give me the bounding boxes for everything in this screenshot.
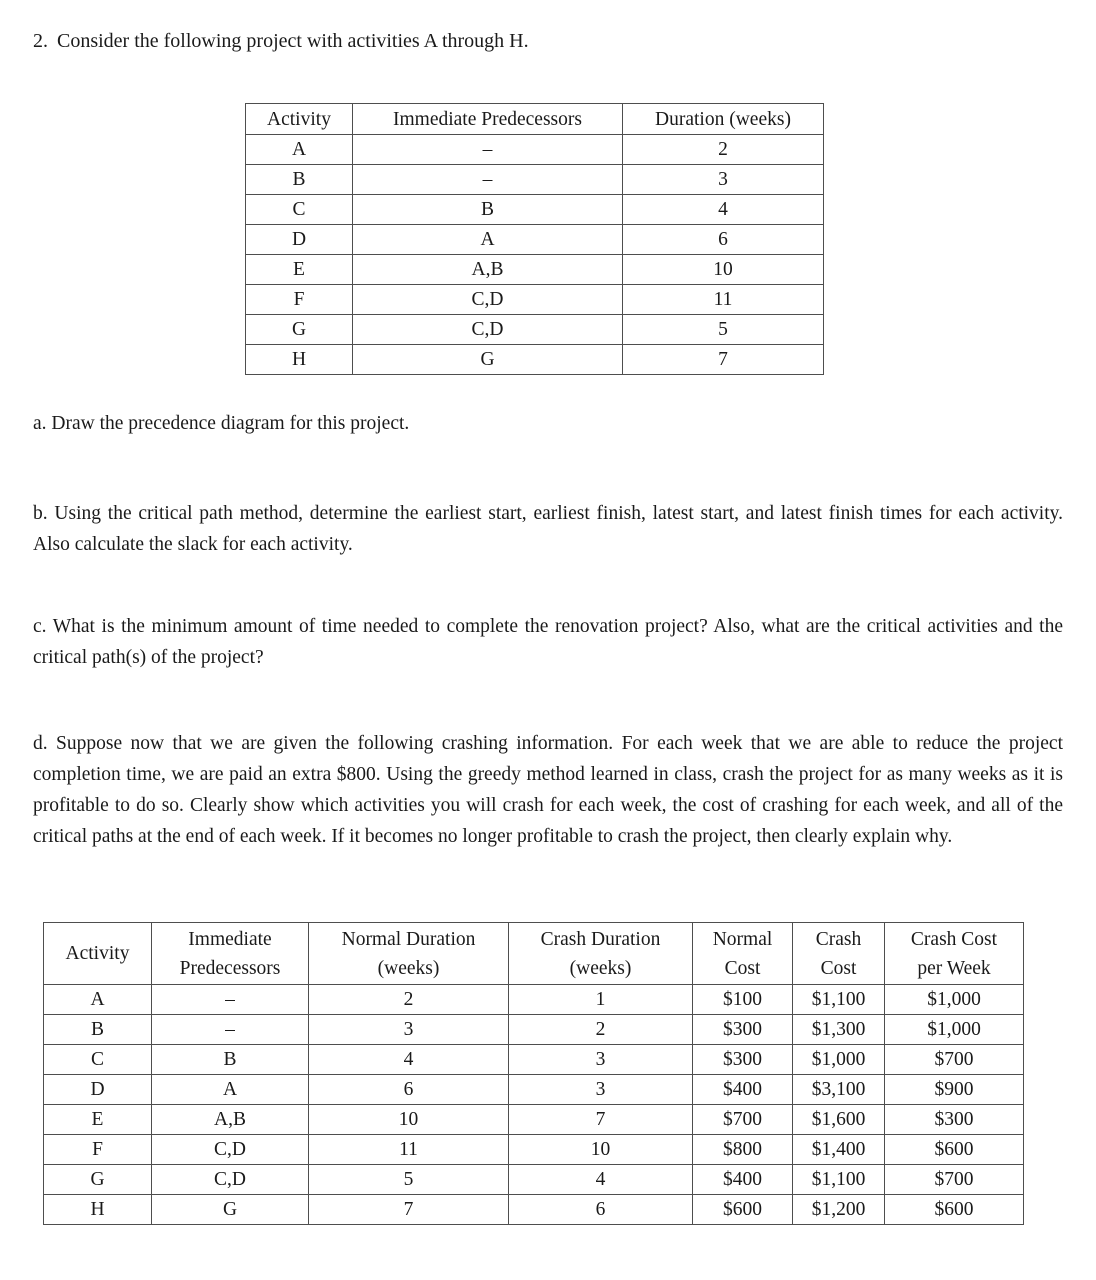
cell-predecessors: C,D xyxy=(353,315,623,345)
table-row xyxy=(44,1075,1024,1105)
question-number: 2. xyxy=(33,30,48,52)
cell-activity: B xyxy=(246,165,353,195)
cell-predecessors: G xyxy=(353,345,623,375)
table-row xyxy=(246,195,824,225)
cell-duration: 10 xyxy=(623,255,824,285)
cell-normal-cost: $400 xyxy=(693,1075,793,1105)
column-header-normal-duration-line1: Normal Duration xyxy=(341,928,476,950)
table-row xyxy=(246,315,824,345)
cell-activity: E xyxy=(246,255,353,285)
table-row xyxy=(44,1105,1024,1135)
cell-normal-duration: 6 xyxy=(309,1075,509,1105)
column-header-activity-line1: Activity xyxy=(65,943,130,964)
column-header-crash-duration-line2: (weeks) xyxy=(569,957,632,979)
cell-predecessors: C,D xyxy=(353,285,623,315)
cell-crash-duration: 6 xyxy=(509,1195,693,1225)
cell-predecessors: B xyxy=(152,1045,309,1075)
cell-duration: 6 xyxy=(623,225,824,255)
cell-normal-cost: $600 xyxy=(693,1195,793,1225)
table-row xyxy=(246,165,824,195)
cell-predecessors: – xyxy=(152,1015,309,1045)
cell-crash-cost-per-week: $300 xyxy=(885,1105,1024,1135)
column-header-crash-cost-per-week-line2: per Week xyxy=(917,957,991,979)
cell-activity: H xyxy=(246,345,353,375)
table-row xyxy=(246,255,824,285)
cell-predecessors: A xyxy=(353,225,623,255)
cell-crash-duration: 4 xyxy=(509,1165,693,1195)
cell-activity: F xyxy=(246,285,353,315)
cell-duration: 5 xyxy=(623,315,824,345)
question-stem xyxy=(33,27,1063,55)
cell-normal-duration: 10 xyxy=(309,1105,509,1135)
cell-activity: H xyxy=(44,1195,152,1225)
cell-activity: D xyxy=(44,1075,152,1105)
table-row xyxy=(44,1015,1024,1045)
cell-activity: C xyxy=(246,195,353,225)
cell-normal-duration: 11 xyxy=(309,1135,509,1165)
crash-information-table xyxy=(43,922,1024,1225)
cell-activity: B xyxy=(44,1015,152,1045)
cell-normal-duration: 2 xyxy=(309,985,509,1015)
table-row xyxy=(246,345,824,375)
cell-predecessors: C,D xyxy=(152,1135,309,1165)
cell-activity: A xyxy=(246,135,353,165)
table-row xyxy=(44,985,1024,1015)
column-header-crash-cost-per-week xyxy=(885,923,1024,985)
question-text: Consider the following project with activities A through H. xyxy=(57,30,529,52)
cell-duration: 4 xyxy=(623,195,824,225)
cell-normal-cost: $400 xyxy=(693,1165,793,1195)
cell-crash-cost: $3,100 xyxy=(793,1075,885,1105)
column-header-predecessors-line2: Predecessors xyxy=(179,957,281,979)
cell-predecessors: A,B xyxy=(152,1105,309,1135)
cell-normal-duration: 3 xyxy=(309,1015,509,1045)
cell-crash-cost-per-week: $1,000 xyxy=(885,985,1024,1015)
cell-predecessors: – xyxy=(353,135,623,165)
cell-activity: C xyxy=(44,1045,152,1075)
cell-crash-cost: $1,200 xyxy=(793,1195,885,1225)
column-header-crash-cost-line2: Cost xyxy=(820,957,857,979)
table-row xyxy=(246,135,824,165)
cell-crash-duration: 7 xyxy=(509,1105,693,1135)
cell-normal-cost: $100 xyxy=(693,985,793,1015)
cell-predecessors: – xyxy=(152,985,309,1015)
column-header-crash-cost xyxy=(793,923,885,985)
column-header-crash-cost-line1: Crash xyxy=(815,928,862,950)
cell-normal-cost: $300 xyxy=(693,1015,793,1045)
cell-normal-cost: $800 xyxy=(693,1135,793,1165)
cell-crash-cost: $1,000 xyxy=(793,1045,885,1075)
cell-activity: G xyxy=(44,1165,152,1195)
column-header-normal-cost xyxy=(693,923,793,985)
cell-crash-cost-per-week: $600 xyxy=(885,1135,1024,1165)
part-b-text: b. Using the critical path method, determine the earliest start, earliest finish, latest start, and latest finish times for each activity. Also calculate the slack for each activity. xyxy=(33,503,1063,555)
cell-predecessors: A xyxy=(152,1075,309,1105)
cell-crash-duration: 10 xyxy=(509,1135,693,1165)
table-row xyxy=(246,225,824,255)
cell-crash-duration: 3 xyxy=(509,1075,693,1105)
cell-duration: 7 xyxy=(623,345,824,375)
column-header-normal-cost-line2: Cost xyxy=(724,957,761,979)
cell-crash-cost: $1,600 xyxy=(793,1105,885,1135)
table-row xyxy=(44,1135,1024,1165)
cell-predecessors: B xyxy=(353,195,623,225)
column-header-predecessors-line1: Immediate xyxy=(188,928,272,950)
cell-predecessors: G xyxy=(152,1195,309,1225)
column-header-activity xyxy=(44,923,152,985)
part-c-text: c. What is the minimum amount of time needed to complete the renovation project? Also, what are the critical activities and the critical path(s) of the project? xyxy=(33,616,1063,668)
cell-normal-duration: 4 xyxy=(309,1045,509,1075)
column-header-duration-weeks: Duration (weeks) xyxy=(623,104,824,135)
cell-duration: 2 xyxy=(623,135,824,165)
table-row xyxy=(246,285,824,315)
column-header-activity: Activity xyxy=(246,104,353,135)
cell-crash-cost-per-week: $900 xyxy=(885,1075,1024,1105)
cell-duration: 11 xyxy=(623,285,824,315)
cell-normal-cost: $700 xyxy=(693,1105,793,1135)
activity-duration-table xyxy=(245,103,824,375)
cell-crash-cost-per-week: $1,000 xyxy=(885,1015,1024,1045)
cell-normal-duration: 5 xyxy=(309,1165,509,1195)
cell-crash-duration: 1 xyxy=(509,985,693,1015)
cell-crash-cost: $1,100 xyxy=(793,985,885,1015)
cell-crash-duration: 3 xyxy=(509,1045,693,1075)
cell-predecessors: A,B xyxy=(353,255,623,285)
cell-normal-duration: 7 xyxy=(309,1195,509,1225)
cell-activity: A xyxy=(44,985,152,1015)
cell-activity: F xyxy=(44,1135,152,1165)
cell-crash-cost: $1,300 xyxy=(793,1015,885,1045)
table-header-row xyxy=(246,104,824,135)
cell-normal-cost: $300 xyxy=(693,1045,793,1075)
cell-activity: G xyxy=(246,315,353,345)
cell-crash-duration: 2 xyxy=(509,1015,693,1045)
column-header-normal-duration-line2: (weeks) xyxy=(377,957,440,979)
column-header-immediate-predecessors: Immediate Predecessors xyxy=(353,104,623,135)
table-row xyxy=(44,1045,1024,1075)
column-header-normal-duration xyxy=(309,923,509,985)
column-header-normal-cost-line1: Normal xyxy=(712,928,773,950)
table-header-row xyxy=(44,923,1024,985)
cell-predecessors: – xyxy=(353,165,623,195)
cell-crash-cost-per-week: $600 xyxy=(885,1195,1024,1225)
cell-activity: D xyxy=(246,225,353,255)
part-a-text: a. Draw the precedence diagram for this project. xyxy=(33,413,410,434)
column-header-crash-duration-line1: Crash Duration xyxy=(540,928,661,950)
part-d-text: d. Suppose now that we are given the following crashing information. For each week that we are able to reduce the project completion time, we are paid an extra $800. Using the greedy method learned in class, crash the project for as many weeks as it is profitable to do so. Clearly show which activities you will crash for each week, the cost of crashing for each week, and all of the critical paths at the end of each week. If it becomes no longer profitable to crash the project, then clearly explain why. xyxy=(33,733,1063,847)
cell-activity: E xyxy=(44,1105,152,1135)
cell-crash-cost: $1,400 xyxy=(793,1135,885,1165)
cell-predecessors: C,D xyxy=(152,1165,309,1195)
column-header-immediate-predecessors xyxy=(152,923,309,985)
cell-crash-cost: $1,100 xyxy=(793,1165,885,1195)
column-header-crash-duration xyxy=(509,923,693,985)
table-row xyxy=(44,1165,1024,1195)
table-row xyxy=(44,1195,1024,1225)
cell-crash-cost-per-week: $700 xyxy=(885,1045,1024,1075)
cell-crash-cost-per-week: $700 xyxy=(885,1165,1024,1195)
column-header-crash-cost-per-week-line1: Crash Cost xyxy=(910,928,998,950)
cell-duration: 3 xyxy=(623,165,824,195)
